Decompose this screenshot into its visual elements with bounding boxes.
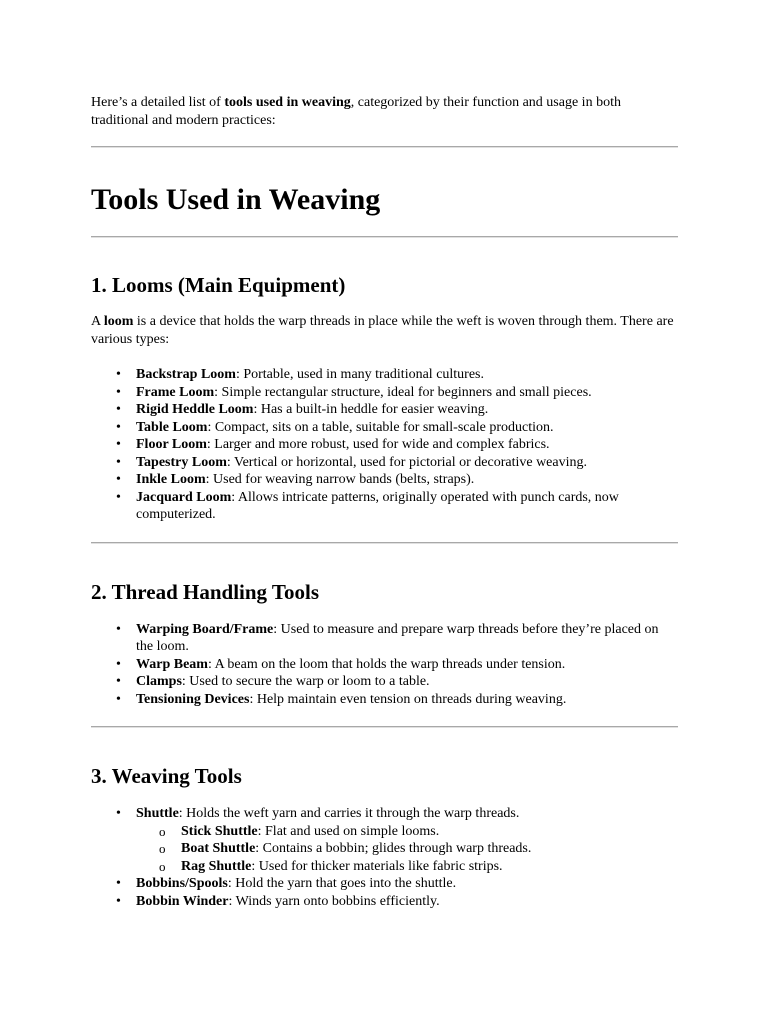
weaving-tools-list	[91, 805, 678, 910]
sub-list-item	[181, 823, 678, 841]
looms-paragraph	[91, 313, 678, 348]
item-term: Jacquard Loom	[136, 489, 232, 505]
item-term: Inkle Loom	[136, 472, 206, 487]
list-item	[136, 419, 678, 437]
list-item	[136, 384, 678, 402]
item-term: Clamps	[136, 674, 182, 689]
list-item	[136, 805, 678, 875]
section-heading-looms: 1. Looms (Main Equipment)	[91, 273, 346, 297]
item-desc: : Used to measure and prepare warp threads before they’re placed on the loom.	[136, 621, 659, 654]
intro-bold: tools used in weaving	[224, 95, 351, 110]
list-item	[136, 489, 678, 524]
list-item	[136, 366, 678, 384]
divider	[91, 146, 678, 148]
looms-para-after: is a device that holds the warp threads in place while the weft is woven through them. There are various types:	[91, 314, 674, 347]
list-item	[136, 471, 678, 489]
list-item	[136, 673, 678, 691]
item-term: Shuttle	[136, 806, 179, 821]
item-term: Warp Beam	[136, 656, 208, 672]
item-term: Bobbins/Spools	[136, 876, 228, 891]
item-term: Warping Board/Frame	[136, 621, 274, 637]
divider	[91, 726, 678, 728]
item-term: Rag Shuttle	[181, 858, 252, 874]
thread-handling-list	[91, 621, 678, 709]
item-desc: : Contains a bobbin; glides through warp threads.	[255, 841, 532, 856]
item-desc: : Has a built-in heddle for easier weaving.	[253, 402, 489, 417]
item-desc: : Winds yarn onto bobbins efficiently.	[228, 893, 440, 909]
page-title: Tools Used in Weaving	[91, 183, 381, 216]
list-item	[136, 436, 678, 454]
looms-para-bold: loom	[103, 314, 134, 329]
item-desc: : Larger and more robust, used for wide and complex fabrics.	[206, 437, 550, 452]
item-desc: : Holds the weft yarn and carries it through the warp threads.	[178, 806, 520, 821]
item-term: Rigid Heddle Loom	[136, 402, 254, 417]
list-item	[136, 656, 678, 674]
intro-text-before: Here’s a detailed list of	[91, 95, 225, 110]
item-term: Floor Loom	[136, 437, 207, 452]
looms-list	[91, 366, 678, 524]
item-term: Tapestry Loom	[136, 454, 227, 470]
item-term: Boat Shuttle	[181, 841, 256, 856]
item-desc: : Compact, sits on a table, suitable for small-scale production.	[207, 419, 554, 435]
list-item	[136, 401, 678, 419]
intro-paragraph	[91, 94, 678, 129]
divider	[91, 542, 678, 544]
item-desc: : A beam on the loom that holds the warp threads under tension.	[207, 656, 566, 672]
list-item	[136, 893, 678, 911]
list-item	[136, 621, 678, 656]
shuttle-sublist	[136, 823, 678, 876]
item-desc: : Used to secure the warp or loom to a table.	[181, 674, 430, 689]
intro-text-after: , categorized by their function and usage in both traditional and modern practices:	[91, 95, 621, 128]
item-term: Bobbin Winder	[136, 893, 229, 909]
item-desc: : Used for weaving narrow bands (belts, straps).	[205, 472, 475, 487]
sub-list-item	[181, 858, 678, 876]
document-content	[91, 94, 678, 910]
sub-list-item	[181, 840, 678, 858]
item-term: Stick Shuttle	[181, 823, 258, 839]
item-desc: : Allows intricate patterns, originally operated with punch cards, now computerized.	[136, 489, 619, 522]
item-term: Frame Loom	[136, 384, 215, 400]
item-desc: : Flat and used on simple looms.	[257, 823, 440, 839]
item-desc: : Hold the yarn that goes into the shuttle.	[227, 876, 457, 891]
item-term: Backstrap Loom	[136, 367, 236, 382]
item-term: Table Loom	[136, 419, 208, 435]
list-item	[136, 691, 678, 709]
section-heading-weaving-tools: 3. Weaving Tools	[91, 764, 242, 788]
item-term: Tensioning Devices	[136, 691, 250, 707]
item-desc: : Simple rectangular structure, ideal for beginners and small pieces.	[214, 384, 592, 400]
divider	[91, 236, 678, 238]
section-heading-thread-handling: 2. Thread Handling Tools	[91, 579, 319, 604]
item-desc: : Vertical or horizontal, used for pictorial or decorative weaving.	[226, 454, 588, 470]
list-item	[136, 875, 678, 893]
looms-para-before: A	[91, 314, 104, 329]
item-desc: : Used for thicker materials like fabric strips.	[251, 858, 503, 874]
item-desc: : Portable, used in many traditional cultures.	[235, 367, 485, 382]
list-item	[136, 454, 678, 472]
item-desc: : Help maintain even tension on threads during weaving.	[249, 691, 567, 707]
